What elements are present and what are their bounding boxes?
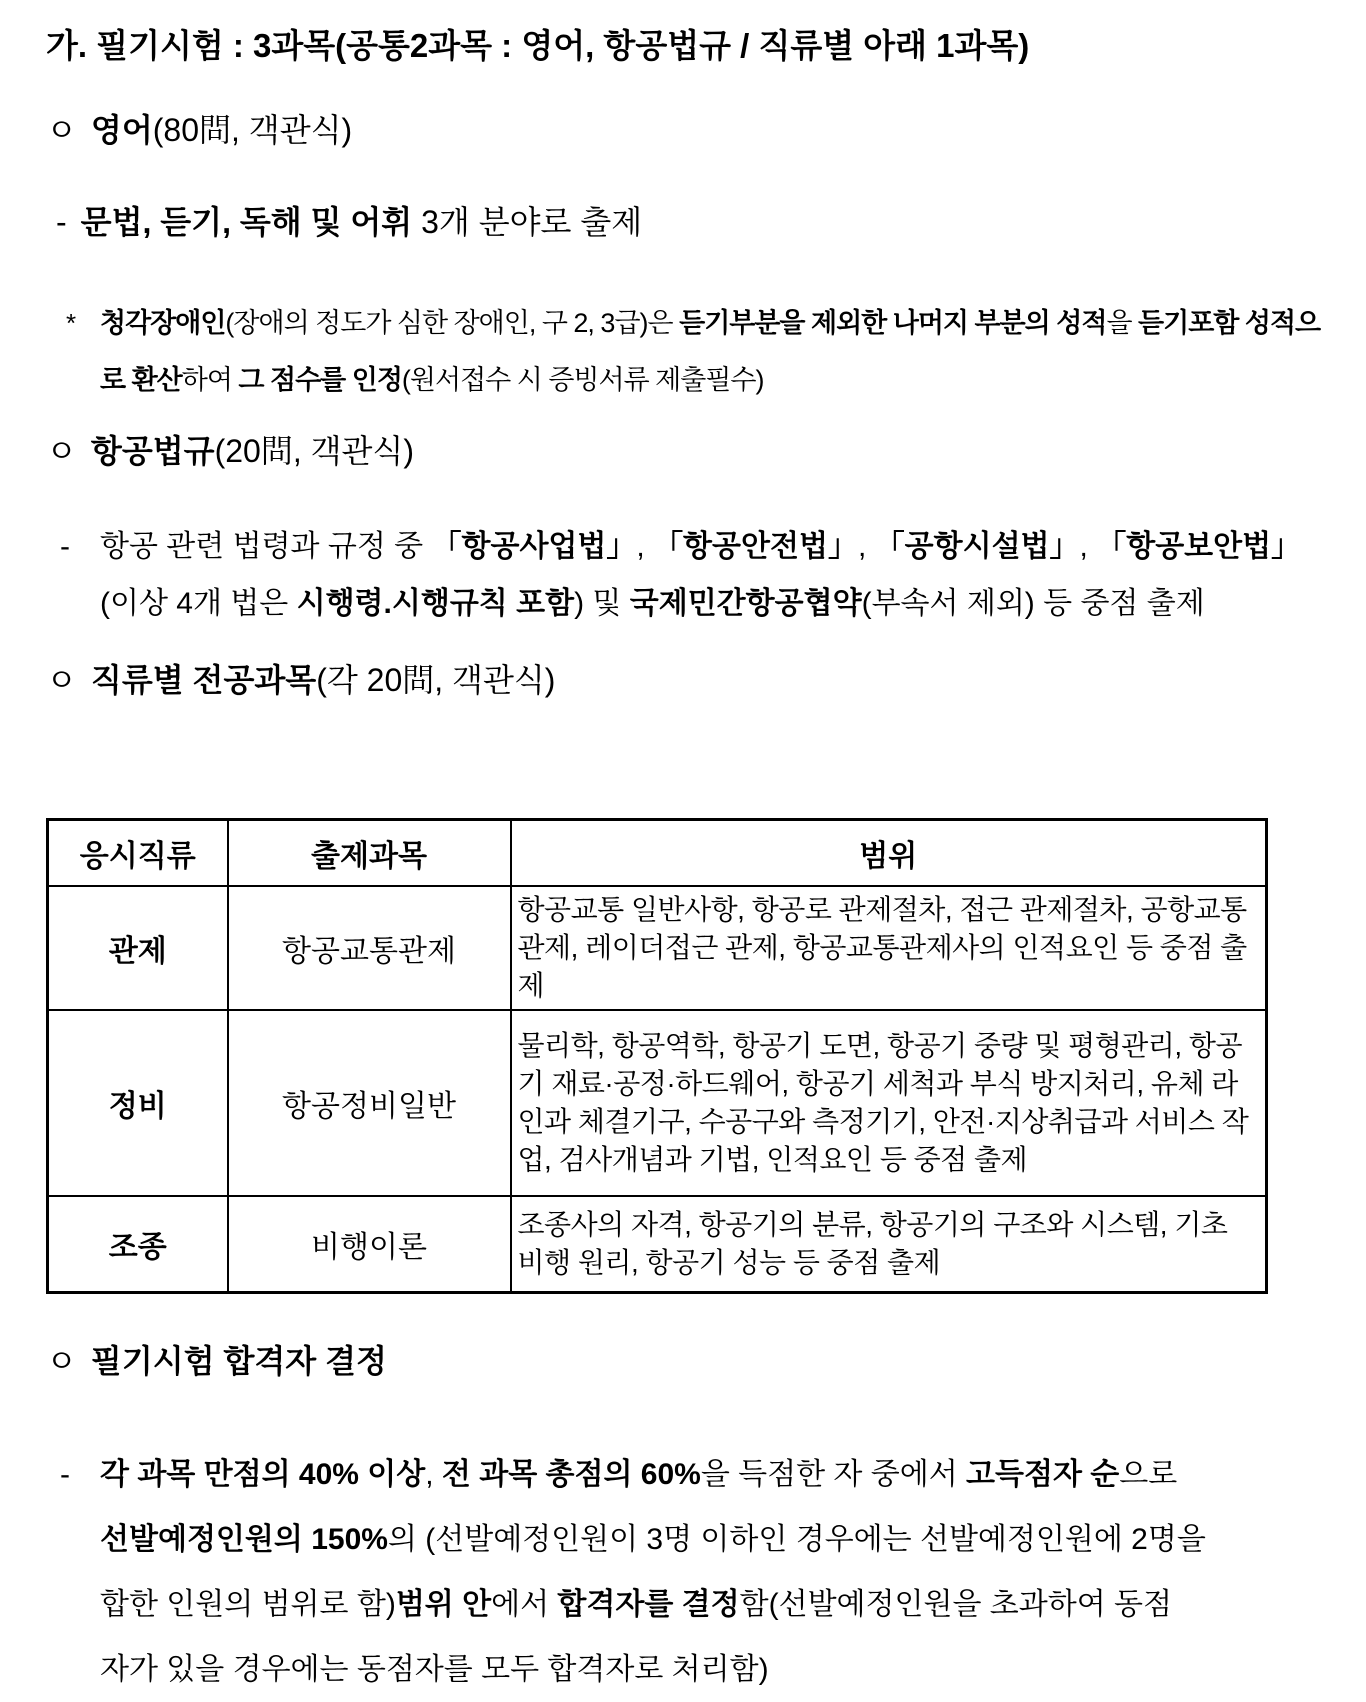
section-aviation-law-text: 항공법규(20問, 객관식)	[90, 433, 415, 469]
dash-bullet: -	[60, 1458, 70, 1491]
table-row-control	[48, 886, 1267, 1010]
header-category: 응시직류	[48, 820, 228, 887]
header-scope: 범위	[511, 820, 1267, 887]
circle-bullet: ㅇ	[46, 1343, 77, 1379]
pass-detail-line-4: 자가 있을 경우에는 동점자를 모두 합격자로 처리함)	[100, 1653, 769, 1686]
cell-category: 관제	[48, 886, 228, 1010]
cell-subject: 비행이론	[228, 1196, 511, 1293]
section-aviation-law	[46, 434, 1326, 468]
section-pass-decision-detail	[46, 1442, 1326, 1702]
law-detail-line-2: (이상 4개 법은 시행령.시행규칙 포함) 및 국제민간항공협약(부속서 제외) 등 중점 출제	[100, 587, 1205, 620]
circle-bullet: ㅇ	[46, 112, 77, 148]
header-subject: 출제과목	[228, 820, 511, 887]
section-english-detail	[56, 205, 1326, 239]
law-detail-line-1: 항공 관련 법령과 규정 중 「항공사업법」, 「항공안전법」, 「공항시설법」, 「항공보안법」	[100, 530, 1302, 563]
cell-scope: 항공교통 일반사항, 항공로 관제절차, 접근 관제절차, 공항교통관제, 레이더접근 관제, 항공교통관제사의 인적요인 등 중점 출제	[511, 886, 1267, 1010]
table-row-pilot	[48, 1196, 1267, 1293]
page-title: 가. 필기시험 : 3과목(공통2과목 : 영어, 항공법규 / 직류별 아래 1과목)	[46, 27, 1030, 64]
pass-detail-line-2: 선발예정인원의 150%의 (선발예정인원이 3명 이하인 경우에는 선발예정인원에 2명을	[100, 1523, 1206, 1556]
section-english-text: 영어(80問, 객관식)	[90, 112, 353, 148]
dash-bullet: -	[60, 530, 70, 563]
subjects-table	[46, 818, 1268, 1294]
note-hearing-impaired	[46, 295, 1326, 409]
section-pass-decision-text: 필기시험 합격자 결정	[90, 1343, 387, 1379]
section-english-detail-text: 문법, 듣기, 독해 및 어휘 3개 분야로 출제	[80, 204, 643, 240]
circle-bullet: ㅇ	[46, 433, 77, 469]
pass-detail-line-1: 각 과목 만점의 40% 이상, 전 과목 총점의 60%을 득점한 자 중에서 고득점자 순으로	[100, 1458, 1178, 1491]
section-major-subjects	[46, 663, 1326, 697]
section-aviation-law-detail	[46, 518, 1326, 632]
table-header-row	[48, 820, 1267, 887]
cell-scope: 조종사의 자격, 항공기의 분류, 항공기의 구조와 시스템, 기초 비행 원리, 항공기 성능 등 중점 출제	[511, 1196, 1267, 1293]
asterisk-bullet: *	[66, 308, 76, 338]
note-line-2: 로 환산하여 그 점수를 인정(원서접수 시 증빙서류 제출필수)	[100, 365, 764, 395]
section-english	[46, 113, 1326, 147]
circle-bullet: ㅇ	[46, 662, 77, 698]
cell-subject: 항공교통관제	[228, 886, 511, 1010]
section-pass-decision	[46, 1344, 1326, 1378]
dash-bullet: -	[56, 204, 67, 240]
section-major-subjects-text: 직류별 전공과목(각 20問, 객관식)	[90, 662, 556, 698]
cell-category: 정비	[48, 1010, 228, 1196]
table-row-maintenance	[48, 1010, 1267, 1196]
cell-category: 조종	[48, 1196, 228, 1293]
cell-scope: 물리학, 항공역학, 항공기 도면, 항공기 중량 및 평형관리, 항공기 재료·공정·하드웨어, 항공기 세척과 부식 방지처리, 유체 라인과 체결기구, 수공구와 측정기기, 안전·지상취급과 서비스 작업, 검사개념과 기법, 인적요인 등 중점 출제	[511, 1010, 1267, 1196]
pass-detail-line-3: 합한 인원의 범위로 함)범위 안에서 합격자를 결정함(선발예정인원을 초과하여 동점	[100, 1588, 1173, 1621]
note-line-1: 청각장애인(장애의 정도가 심한 장애인, 구 2, 3급)은 듣기부분을 제외한 나머지 부분의 성적을 듣기포함 성적으	[100, 308, 1321, 338]
cell-subject: 항공정비일반	[228, 1010, 511, 1196]
